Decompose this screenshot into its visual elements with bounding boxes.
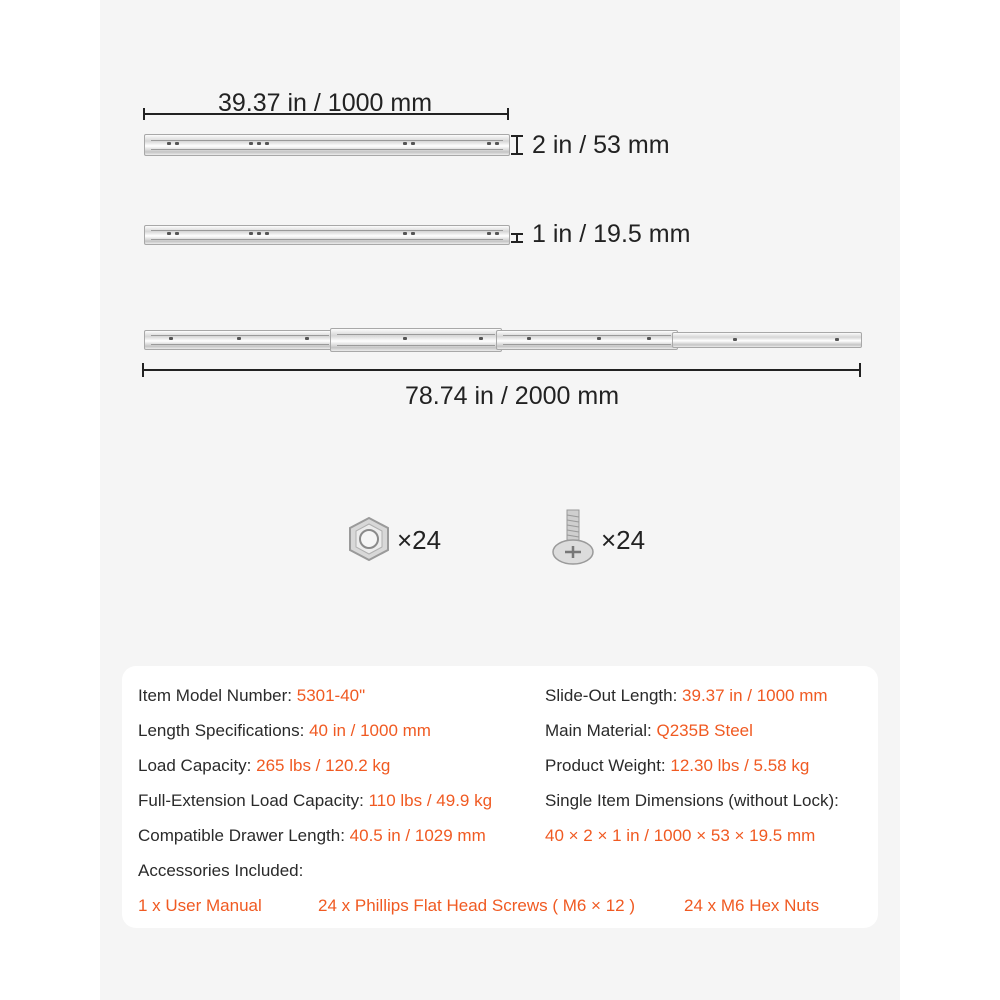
extended-length-label: 78.74 in / 2000 mm [405,382,620,410]
extended-rail-tip [672,332,862,348]
spec-drawer-length: Compatible Drawer Length: 40.5 in / 1029 mm [138,826,486,845]
spec-dims-value: 40 × 2 × 1 in / 1000 × 53 × 19.5 mm [545,826,816,845]
nut-count: ×24 [397,525,442,555]
spec-load: Load Capacity: 265 lbs / 120.2 kg [138,756,391,775]
length-label: 39.37 in / 1000 mm [218,89,433,117]
spec-model: Item Model Number: 5301-40" [138,686,366,705]
spec-length: Length Specifications: 40 in / 1000 mm [138,721,431,740]
height-dimension-bracket [509,134,525,156]
extended-rail-outer [144,330,336,350]
spec-full-ext-load: Full-Extension Load Capacity: 110 lbs / 49.9 kg [138,791,493,810]
screw-count: ×24 [601,525,646,555]
slide-rail-closed [144,134,510,156]
hex-nut-icon [346,516,392,562]
spec-weight: Product Weight: 12.30 lbs / 5.58 kg [545,756,810,775]
extended-length-dimension-line [140,363,866,377]
thickness-label: 1 in / 19.5 mm [532,220,691,248]
accessories-heading: Accessories Included: [138,861,304,880]
spec-dims-label: Single Item Dimensions (without Lock): [545,791,839,810]
screw-icon [550,508,596,568]
spec-slide-out: Slide-Out Length: 39.37 in / 1000 mm [545,686,828,705]
accessory-manual: 1 x User Manual [138,896,262,915]
slide-rail-side [144,225,510,245]
thickness-dimension-bracket [509,230,525,246]
accessory-screws: 24 x Phillips Flat Head Screws ( M6 × 12 ) [318,896,635,915]
extended-rail-middle [330,328,502,352]
height-label: 2 in / 53 mm [532,131,670,159]
accessory-nuts: 24 x M6 Hex Nuts [684,896,820,915]
extended-rail-inner [496,330,678,350]
spec-material: Main Material: Q235B Steel [545,721,753,740]
